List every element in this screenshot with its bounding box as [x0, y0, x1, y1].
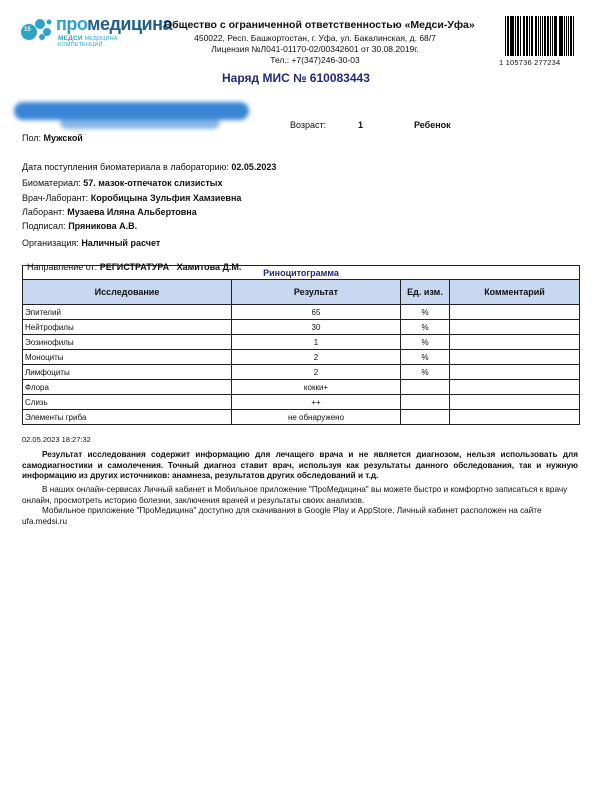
- cell-comment: [450, 350, 580, 365]
- signed-row: Подписал: Пряникова А.В.: [22, 221, 138, 231]
- table-header-row: [23, 280, 580, 305]
- cell-study: Слизь: [23, 395, 232, 410]
- table-caption: Риноцитограмма: [23, 266, 580, 280]
- cell-comment: [450, 320, 580, 335]
- cell-study: Эпителий: [23, 305, 232, 320]
- barcode-bar: [560, 16, 561, 56]
- barcode: [499, 16, 575, 67]
- cell-result: 2: [232, 350, 401, 365]
- cell-unit: %: [401, 365, 450, 380]
- cell-unit: %: [401, 350, 450, 365]
- barcode-bar: [554, 16, 555, 56]
- received-row: Дата поступления биоматериала в лабораторию: 02.05.2023: [22, 162, 277, 172]
- barcode-bar: [507, 16, 508, 56]
- results-table: [22, 265, 580, 425]
- cell-study: Моноциты: [23, 350, 232, 365]
- logo-badge: 15: [24, 27, 31, 33]
- cell-result: 1: [232, 335, 401, 350]
- patient-category: Ребенок: [414, 120, 451, 130]
- cell-unit: %: [401, 335, 450, 350]
- cell-study: Лимфоциты: [23, 365, 232, 380]
- disclaimer: Результат исследования содержит информацию для лечащего врача и не является диагнозом, нельзя использовать для самодиагностики и самолечения. Точный диагноз ставит врач, используя как результаты данного обследования, так и нужную информацию из других источников: анамнеза, результатов других обследований и т.д.: [22, 450, 578, 480]
- biomaterial-row: Биоматериал: 57. мазок-отпечаток слизистых: [22, 178, 223, 188]
- info-mobile-app: Мобильное приложение "ПроМедицина" доступно для скачивания в Google Play и AppStore, Личный кабинет расположен на сайте ufa.medsi.ru: [22, 506, 542, 526]
- barcode-bar: [555, 16, 557, 56]
- cell-study: Флора: [23, 380, 232, 395]
- cell-comment: [450, 380, 580, 395]
- table-row: [23, 320, 580, 335]
- cell-study: Нейтрофилы: [23, 320, 232, 335]
- org-title: Общество с ограниченной ответственностью «Медси-Уфа»: [164, 19, 475, 31]
- table-row: [23, 380, 580, 395]
- org-phone: Тел.: +7(347)246-30-03: [270, 55, 360, 65]
- cell-unit: %: [401, 305, 450, 320]
- header-study: Исследование: [23, 280, 232, 305]
- barcode-bars: [505, 16, 575, 56]
- logo-subtitle: МЕДСИ МЕДИЦИНА КОМПЕТЕНЦИЙ: [58, 35, 118, 48]
- doctor-row: Врач-Лаборант: Коробицына Зульфия Хамзиевна: [22, 193, 242, 203]
- redacted-patient-name-2: [60, 115, 220, 129]
- barcode-bar: [538, 16, 539, 56]
- cell-comment: [450, 410, 580, 425]
- barcode-number: 1 105736 277234: [499, 58, 561, 67]
- cell-unit: [401, 410, 450, 425]
- barcode-bar: [512, 16, 514, 56]
- org-license: Лицензия №Л041-01170-02/00342601 от 30.08.2019г.: [211, 44, 419, 54]
- barcode-bar: [542, 16, 544, 56]
- age-label: Возраст:: [290, 120, 327, 130]
- timestamp: 02.05.2023 18:27:32: [22, 435, 91, 444]
- barcode-bar: [531, 16, 532, 56]
- lab-row: Лаборант: Музаева Иляна Альбертовна: [22, 207, 197, 217]
- org-address: 450022, Респ. Башкортостан, г. Уфа, ул. Бакалинская, д. 68/7: [194, 33, 436, 43]
- cell-study: Эозинофилы: [23, 335, 232, 350]
- barcode-bar: [544, 16, 545, 56]
- table-row: [23, 410, 580, 425]
- barcode-bar: [526, 16, 528, 56]
- cell-result: 65: [232, 305, 401, 320]
- barcode-bar: [524, 16, 525, 56]
- cell-result: ++: [232, 395, 401, 410]
- barcode-bar: [566, 16, 567, 56]
- logo-wordmark: промедицина: [56, 14, 172, 34]
- barcode-bar: [548, 16, 549, 56]
- barcode-bar: [550, 16, 551, 56]
- sex-row: Пол: Мужской: [22, 133, 83, 143]
- table-row: [23, 305, 580, 320]
- cell-comment: [450, 365, 580, 380]
- order-title: Наряд МИС № 610083443: [222, 71, 370, 85]
- table-row: [23, 365, 580, 380]
- header-comment: Комментарий: [450, 280, 580, 305]
- header-unit: Ед. изм.: [401, 280, 450, 305]
- cell-unit: %: [401, 320, 450, 335]
- cell-result: 2: [232, 365, 401, 380]
- logo: [20, 14, 172, 48]
- cell-study: Элементы гриба: [23, 410, 232, 425]
- age-value: 1: [358, 120, 364, 130]
- referral-row: Направление от: РЕГИСТРАТУРА Хамитова Д.М.: [27, 262, 242, 272]
- barcode-bar: [568, 16, 569, 56]
- table-row: [23, 350, 580, 365]
- barcode-bar: [571, 16, 572, 56]
- info-online-services: В наших онлайн-сервисах Личный кабинет и Мобильное приложение "ПроМедицина" вы можете быстро и комфортно записаться к врачу онлайн, просмотреть историю болезни, заключения врачей и результаты своих анализов.: [22, 485, 568, 505]
- cell-comment: [450, 335, 580, 350]
- cell-unit: [401, 380, 450, 395]
- cell-result: кокки+: [232, 380, 401, 395]
- header-result: Результат: [232, 280, 401, 305]
- table-row: [23, 335, 580, 350]
- table-row: [23, 395, 580, 410]
- cell-result: не обнаружено: [232, 410, 401, 425]
- cell-result: 30: [232, 320, 401, 335]
- barcode-bar: [508, 16, 509, 56]
- org-row: Организация: Наличный расчет: [22, 238, 161, 248]
- cell-comment: [450, 305, 580, 320]
- barcode-bar: [561, 16, 562, 56]
- barcode-bar: [520, 16, 521, 56]
- barcode-bar: [573, 16, 574, 56]
- barcode-bar: [532, 16, 533, 56]
- cell-unit: [401, 395, 450, 410]
- barcode-bar: [536, 16, 537, 56]
- cell-comment: [450, 395, 580, 410]
- barcode-bar: [515, 16, 516, 56]
- barcode-bar: [518, 16, 519, 56]
